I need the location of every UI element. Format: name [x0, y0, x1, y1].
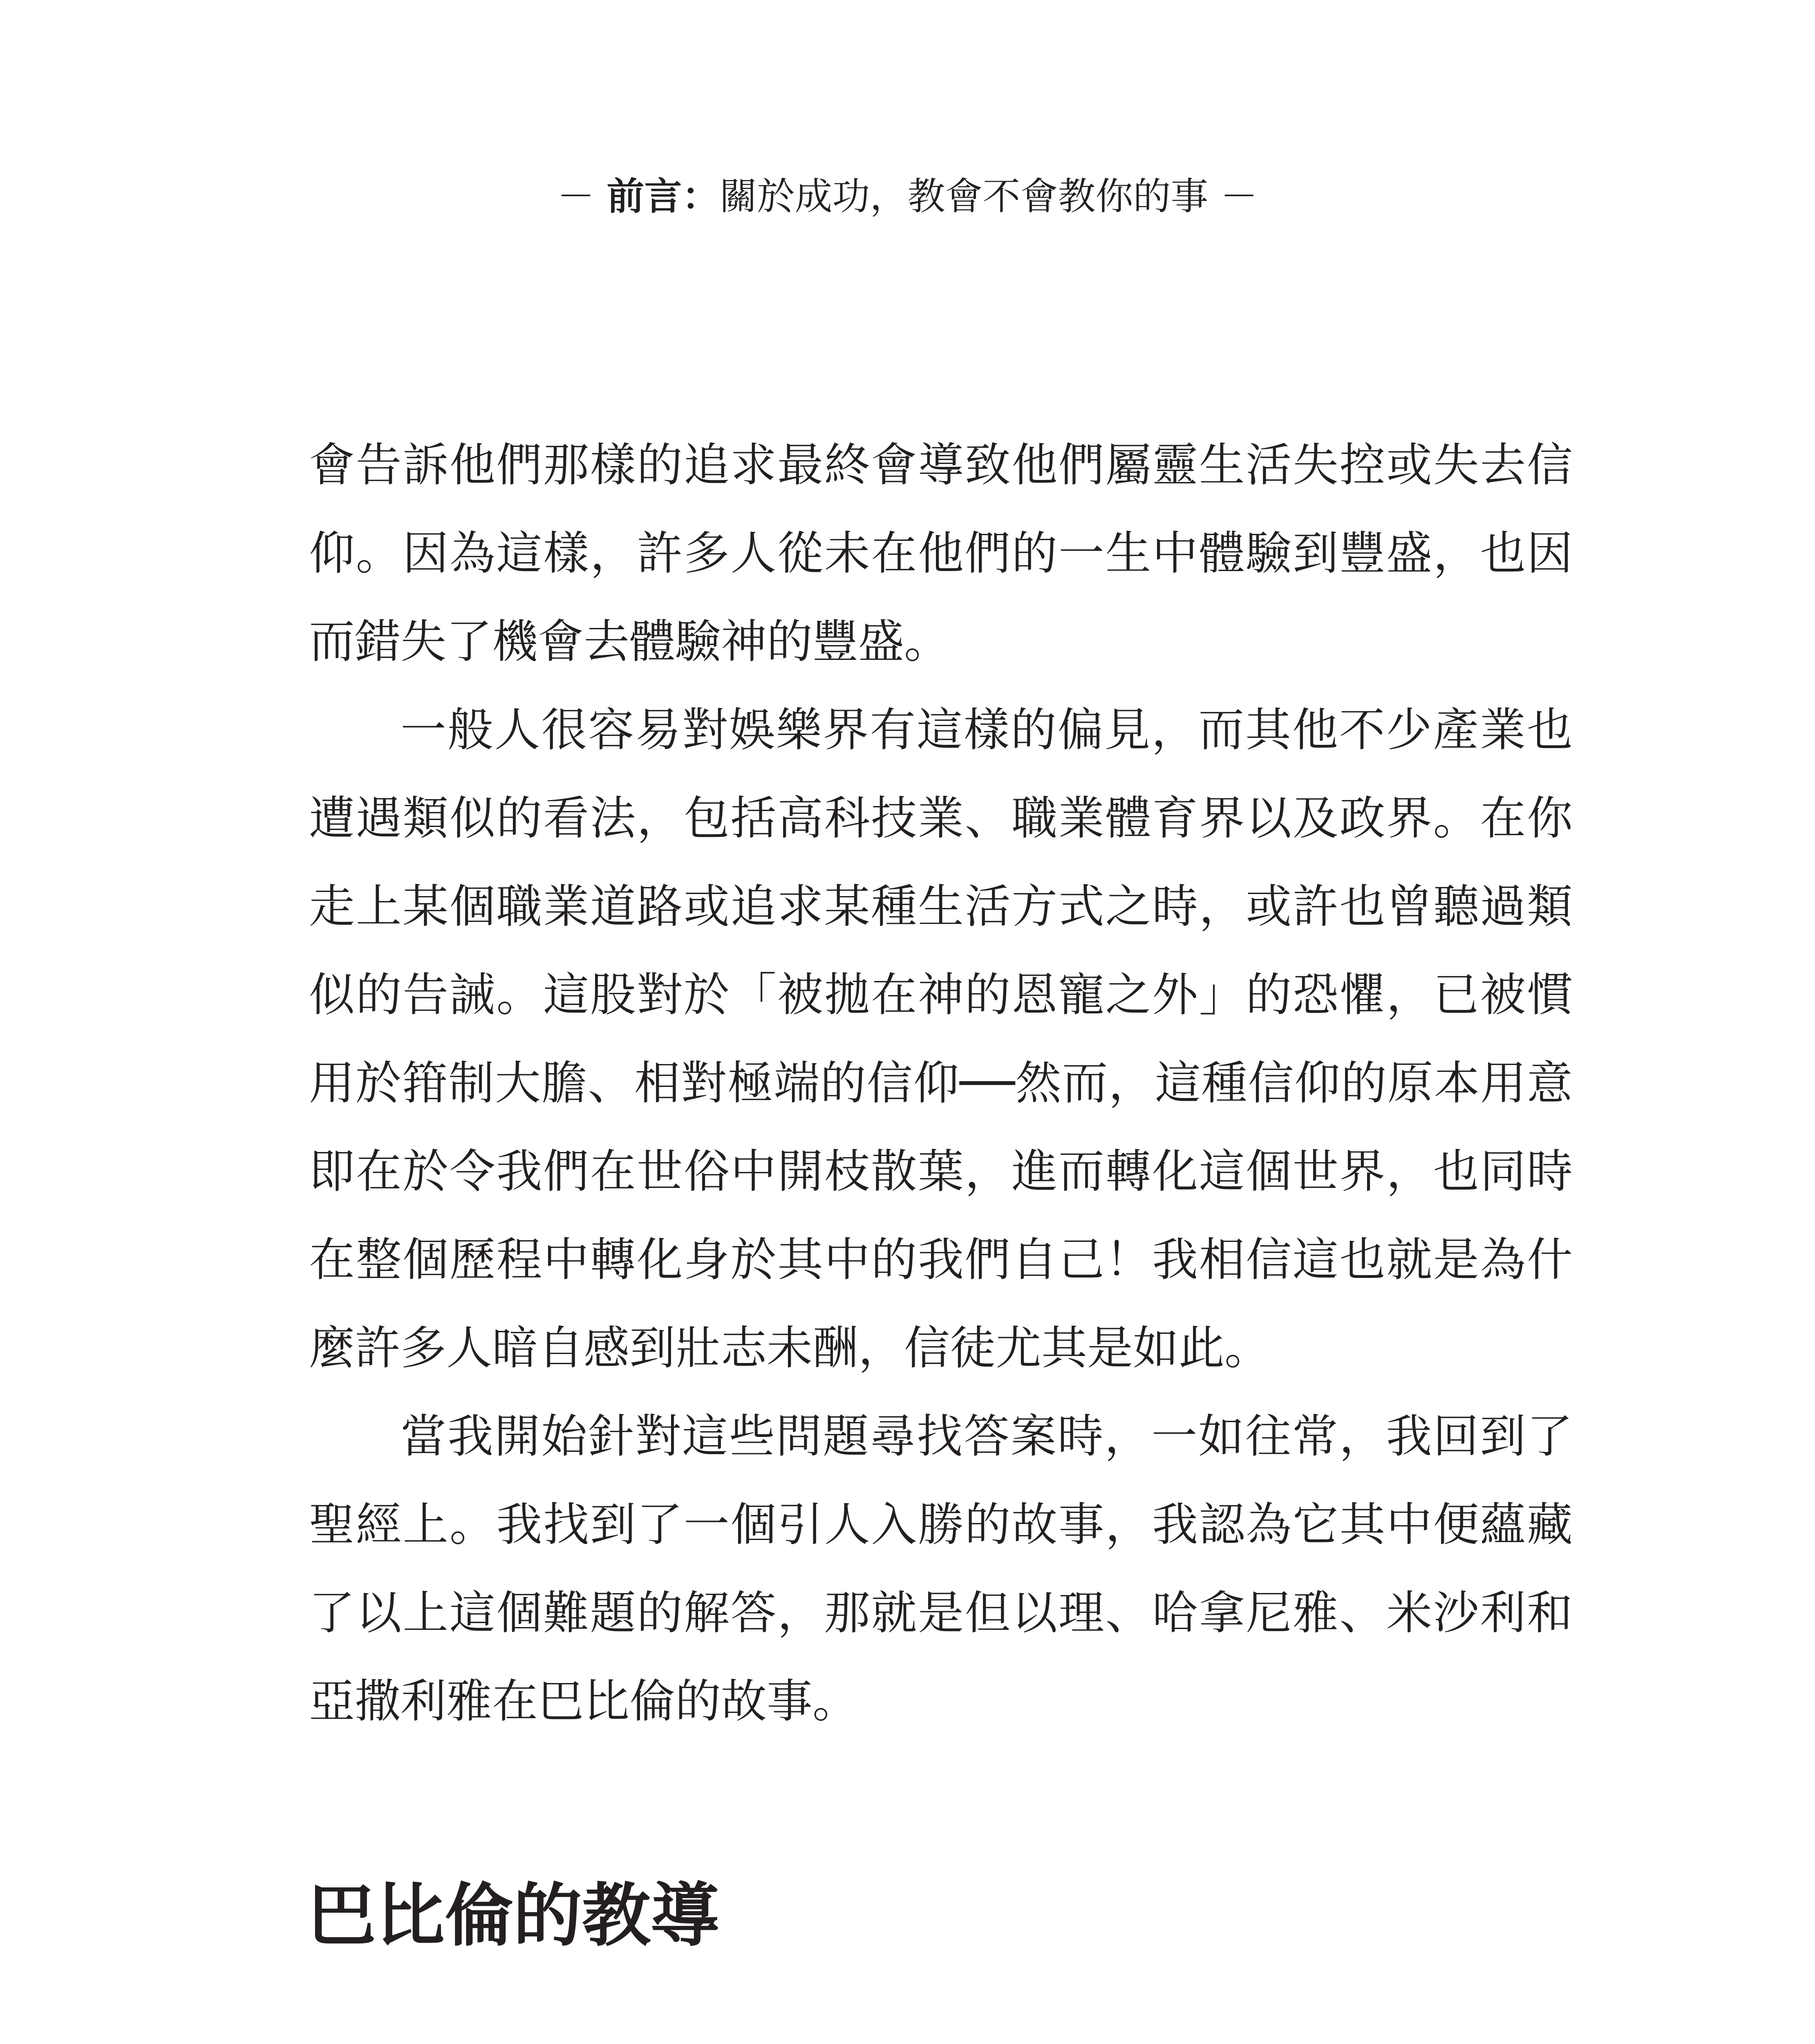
paragraph: 一般人很容易對娛樂界有這樣的偏見，而其他不少產業也遭遇類似的看法，包括高科技業、職業體育界以及政界。在你走上某個職業道路或追求某種生活方式之時，或許也曾聽過類似的告誡。這股對於「被拋在神的恩寵之外」的恐懼，已被慣用於箝制大膽、相對極端的信仰──然而，這種信仰的原本用意即在於令我們在世俗中開枝散葉，進而轉化這個世界，也同時在整個歷程中轉化身於其中的我們自己！我相信這也就是為什麼許多人暗自感到壯志未酬，信徒尤其是如此。: [309, 704, 1573, 1375]
body-text: [309, 421, 1573, 1746]
running-header: [0, 172, 1815, 221]
section-heading: 巴比倫的教導: [307, 1875, 719, 1956]
header-chapter-label: 前言：: [606, 174, 720, 218]
paragraph: 當我開始針對這些問題尋找答案時，一如往常，我回到了聖經上。我找到了一個引人入勝的故事，我認為它其中便蘊藏了以上這個難題的解答，那就是但以理、哈拿尼雅、米沙利和亞撒利雅在巴比倫的故事。: [309, 1410, 1573, 1728]
header-dash-left: －: [557, 175, 595, 218]
header-dash-right: －: [1220, 175, 1258, 218]
header-chapter-title: 關於成功，教會不會教你的事: [719, 175, 1209, 218]
paragraph: 會告訴他們那樣的追求最終會導致他們屬靈生活失控或失去信仰。因為這樣，許多人從未在他們的一生中體驗到豐盛，也因而錯失了機會去體驗神的豐盛。: [309, 439, 1573, 668]
